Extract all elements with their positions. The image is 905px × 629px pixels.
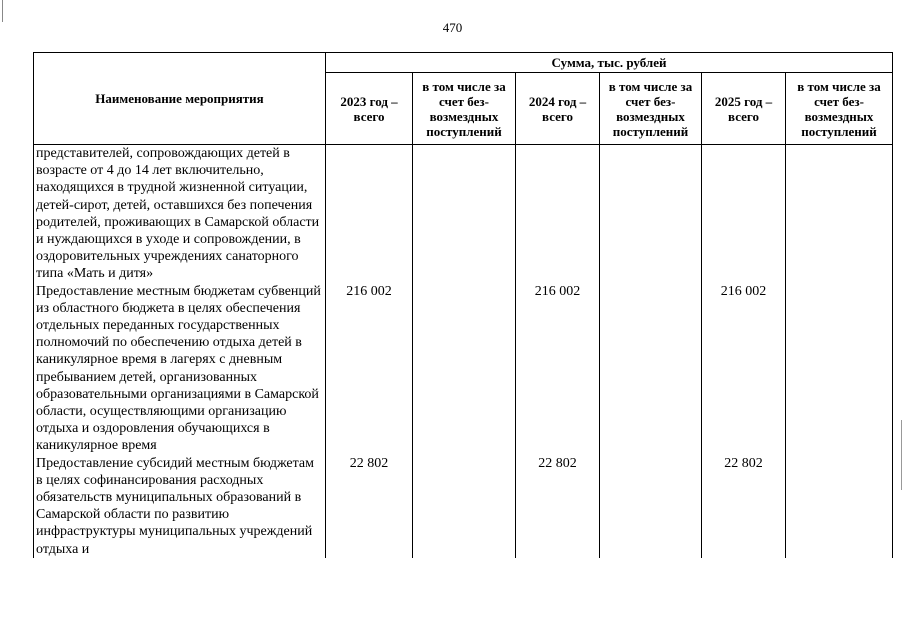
row-2023-total-cell: 216 002 <box>326 283 413 455</box>
header-2024-total: 2024 год – всего <box>516 73 600 145</box>
row-2024-total-cell: 22 802 <box>516 455 600 558</box>
row-2023-subsidy-cell <box>413 283 516 455</box>
scan-edge-mark <box>2 0 3 22</box>
row-2025-total-cell: 22 802 <box>702 455 786 558</box>
row-2023-total-cell <box>326 145 413 283</box>
row-2025-subsidy-cell <box>786 283 893 455</box>
row-2025-total-cell: 216 002 <box>702 283 786 455</box>
row-2023-subsidy-cell <box>413 455 516 558</box>
table-row <box>34 455 893 558</box>
header-2025-subsidy: в том числе за счет без-возмездных поступлений <box>786 73 893 145</box>
header-sum-group: Сумма, тыс. рублей <box>326 53 893 73</box>
row-2024-total-cell <box>516 145 600 283</box>
table-row <box>34 283 893 455</box>
row-2023-subsidy-cell <box>413 145 516 283</box>
row-2024-total-cell: 216 002 <box>516 283 600 455</box>
row-2024-subsidy-cell <box>600 283 702 455</box>
row-name-cell: представителей, сопровождающих детей в возрасте от 4 до 14 лет включительно, находящихся в трудной жизненной ситуации, детей-сирот, детей, оставшихся без попечения родителей, проживающих в Самарской области и нуждающихся в уходе и сопровождении, в оздоровительных учреждениях санаторного типа «Мать и дитя» <box>34 145 326 283</box>
table-row <box>34 145 893 283</box>
row-name-cell: Предоставление субсидий местным бюджетам в целях софинансирования расходных обязательств муниципальных образований в Самарской области по развитию инфраструктуры муниципальных учреждений отдыха и <box>34 455 326 558</box>
scan-margin-mark <box>901 420 902 490</box>
page-number: 470 <box>442 20 463 35</box>
row-2023-total-cell: 22 802 <box>326 455 413 558</box>
row-2024-subsidy-cell <box>600 455 702 558</box>
row-2025-subsidy-cell <box>786 455 893 558</box>
header-2025-total: 2025 год – всего <box>702 73 786 145</box>
header-2023-total: 2023 год – всего <box>326 73 413 145</box>
header-2023-subsidy: в том числе за счет без-возмездных поступлений <box>413 73 516 145</box>
header-name-column: Наименование мероприятия <box>34 53 326 145</box>
row-2024-subsidy-cell <box>600 145 702 283</box>
header-row-top <box>34 53 893 73</box>
row-2025-subsidy-cell <box>786 145 893 283</box>
row-name-cell: Предоставление местным бюджетам субвенций из областного бюджета в целях обеспечения отдельных переданных государственных полномочий по обеспечению отдыха детей в каникулярное время в лагерях с дневным пребыванием детей, организованных образовательными организациями в Самарской области, осуществляющими организацию отдыха и оздоровления обучающихся в каникулярное время <box>34 283 326 455</box>
budget-table <box>33 52 893 558</box>
header-2024-subsidy: в том числе за счет без-возмездных поступлений <box>600 73 702 145</box>
row-2025-total-cell <box>702 145 786 283</box>
